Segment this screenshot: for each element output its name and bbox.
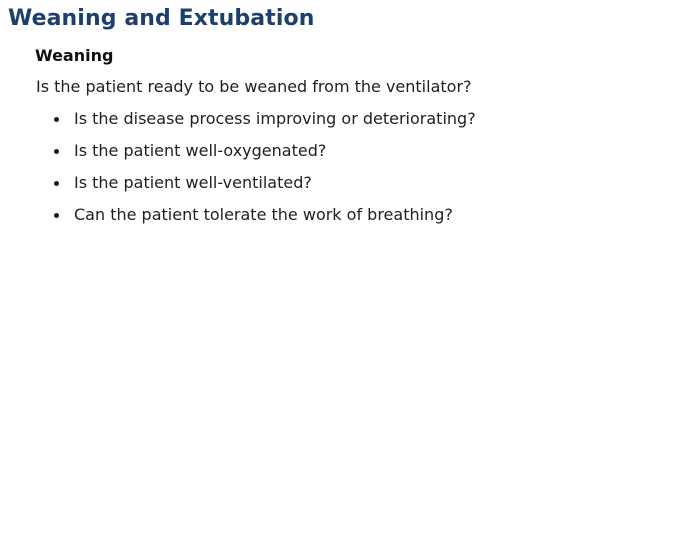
bullet-icon (54, 117, 59, 122)
bullet-icon (54, 181, 59, 186)
page-title: Weaning and Extubation (8, 6, 315, 31)
list-item-text: Can the patient tolerate the work of breathing? (74, 205, 453, 224)
bullet-icon (54, 213, 59, 218)
intro-question: Is the patient ready to be weaned from the ventilator? (36, 77, 472, 96)
list-item-text: Is the patient well-oxygenated? (74, 141, 327, 160)
section-heading: Weaning (35, 46, 114, 65)
bullet-icon (54, 149, 59, 154)
list-item-text: Is the disease process improving or deteriorating? (74, 109, 476, 128)
list-item-text: Is the patient well-ventilated? (74, 173, 312, 192)
